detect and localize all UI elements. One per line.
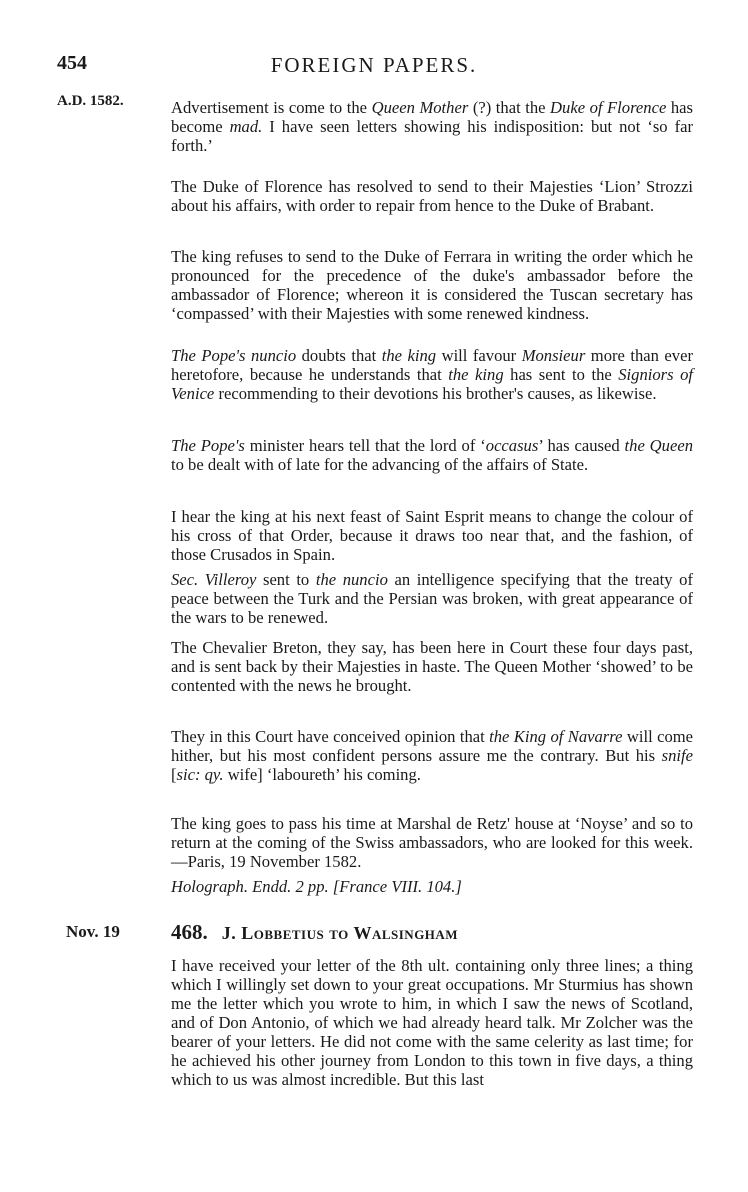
entry-title: J. Lobbetius to Walsingham	[221, 923, 459, 943]
margin-year: A.D. 1582.	[57, 93, 124, 109]
text-run: ’ has caused	[538, 436, 625, 455]
text-run: (?) that the	[468, 98, 551, 117]
text-run: wife] ‘laboureth’ his coming.	[223, 765, 421, 784]
text-run: mad.	[229, 117, 263, 136]
text-run: has sent to the	[503, 365, 619, 384]
text-run: The king refuses to send to the Duke of Ferrara in writing the order which he pronounced for the precedence of the duke's ambassador before the ambassador of Florence; whereon it is considered the Tuscan secretary has ‘compassed’ with their Majesties with some renewed kindness.	[171, 247, 693, 323]
entry-heading	[171, 920, 458, 945]
text-run: The king goes to pass his time at Marshal de Retz' house at ‘Noyse’ and so to return at the coming of the Swiss ambassadors, who are looked for this week.—Paris, 19 November 1582.	[171, 814, 693, 871]
text-run: I hear the king at his next feast of Saint Esprit means to change the colour of his cross of that Order, because it draws too near that, and the fashion, of those Crusados in Spain.	[171, 507, 693, 564]
text-run: occasus	[485, 436, 539, 455]
text-run: The Pope's	[171, 436, 245, 455]
text-run: They in this Court have conceived opinion that	[171, 727, 490, 746]
paragraph-3	[171, 247, 693, 323]
text-run: the Queen	[624, 436, 693, 455]
text-run: The Chevalier Breton, they say, has been here in Court these four days past, and is sent back by their Majesties in haste. The Queen Mother ‘showed’ to be contented with the news he brought.	[171, 638, 693, 695]
text-run: Sec. Villeroy	[171, 570, 257, 589]
paragraph-7	[171, 570, 693, 627]
text-run: Duke of Florence	[550, 98, 667, 117]
text-run: Monsieur	[521, 346, 586, 365]
paragraph-9	[171, 727, 693, 784]
text-run: Advertisement is come to the	[171, 98, 372, 117]
text-run: The Duke of Florence has resolved to send to their Majesties ‘Lion’ Strozzi about his affairs, with order to repair from hence to the Duke of Brabant.	[171, 177, 693, 215]
page-number: 454	[57, 52, 87, 74]
text-run: sent to	[256, 570, 316, 589]
text-run: an intelligence specifying that the treaty of peace between the Turk and the Persian was broken, with great appearance of the wars to be renewed.	[171, 570, 693, 627]
text-run: will favour	[436, 346, 522, 365]
entry-number: 468.	[171, 920, 208, 944]
paragraph-5	[171, 436, 693, 474]
text-run: to be dealt with of late for the advancing of the affairs of State.	[171, 455, 589, 474]
text-run: the King of Navarre	[489, 727, 623, 746]
text-run: snife	[661, 746, 693, 765]
paragraph-2	[171, 177, 693, 215]
text-run: the king	[381, 346, 437, 365]
text-run: the king	[448, 365, 504, 384]
paragraph-10	[171, 814, 693, 871]
text-run: [	[171, 765, 177, 784]
paragraph-4	[171, 346, 693, 403]
text-run: has become	[171, 98, 693, 136]
entry-date: Nov. 19	[66, 922, 120, 941]
paragraph-8	[171, 638, 693, 695]
text-run: sic: qy.	[176, 765, 224, 784]
text-run: the nuncio	[315, 570, 388, 589]
text-run: Signiors of Venice	[171, 365, 693, 403]
paragraph-1	[171, 98, 693, 155]
paragraph-6	[171, 507, 693, 564]
running-title: FOREIGN PAPERS.	[270, 53, 478, 77]
text-run: doubts that	[296, 346, 382, 365]
text-run: will come hither, but his most confident persons assure me the contrary. But his	[171, 727, 694, 765]
text-run: The Pope's nuncio	[171, 346, 297, 365]
text-run: Queen Mother	[371, 98, 469, 117]
text-run: recommending to their devotions his brother's causes, as likewise.	[214, 384, 657, 403]
letter-paragraph: I have received your letter of the 8th ult. containing only three lines; a thing which I willingly set down to your great occupations. Mr Sturmius has shown me the letter which you wrote to him, in which I saw the news of Scotland, and of Don Antonio, of which we had already heard talk. Mr Zolcher was the bearer of your letters. He did not come with the same celerity as last time; for he achieved his other journey from London to this town in five days, a thing which to us was almost incredible. But this last	[171, 956, 693, 1089]
endorsement-note: Holograph. Endd. 2 pp. [France VIII. 104.]	[171, 877, 462, 896]
text-run: minister hears tell that the lord of ‘	[244, 436, 486, 455]
text-run: more than ever heretofore, because he understands that	[171, 346, 693, 384]
text-run: I have seen letters showing his indisposition: but not ‘so far forth.’	[171, 117, 693, 155]
